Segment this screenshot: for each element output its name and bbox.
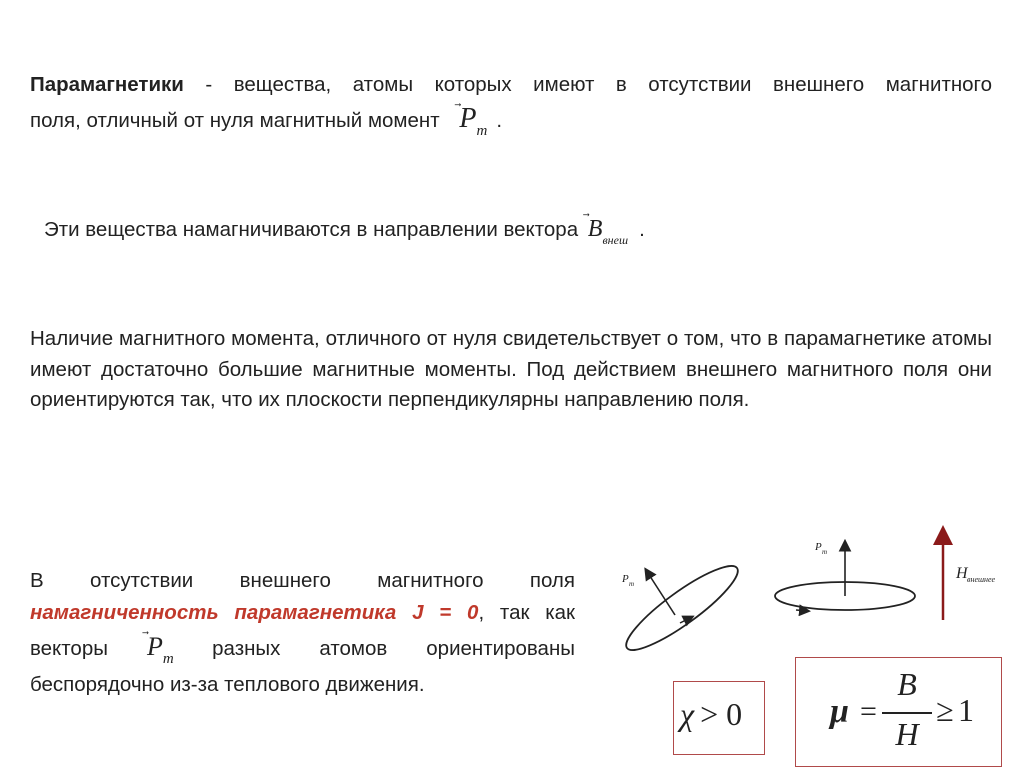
mu-symbol: μ	[830, 693, 849, 730]
text-fragment: , так как	[478, 601, 575, 624]
fraction-numerator: B	[897, 666, 917, 702]
label-pm-left-sub: m	[629, 580, 635, 588]
formula-mu-box	[795, 657, 1002, 767]
paragraph-line	[30, 104, 502, 138]
period: .	[639, 218, 645, 241]
equals-sign: =	[860, 695, 877, 728]
direction-text: Эти вещества намагничиваются в направлении вектора	[44, 218, 579, 241]
label-pm-middle: P	[815, 541, 822, 553]
relation-sign: ≥	[936, 692, 954, 728]
paragraph-paramagnetics-definition	[30, 70, 992, 138]
term-paramagnetics: Парамагнетики	[30, 73, 184, 96]
symbol-pm: $P_m$	[146, 632, 174, 667]
period: .	[496, 109, 503, 132]
paragraph-line	[30, 70, 992, 100]
fraction-denominator: H	[895, 716, 919, 752]
text-fragment: разных атомов ориентированы	[212, 637, 576, 660]
paragraph-magnetic-moment: Наличие магнитного момента, отличного от нуля свидетельствует о том, что в парамагнетике атомы имеют достаточно большие магнитные моменты. Под действием внешнего магнитного поля они ориентируются так, что их плоскости перпендикулярны направлению поля.	[30, 327, 992, 411]
label-h-external: H	[956, 565, 968, 582]
paragraph-line: В отсутствии внешнего магнитного поля	[30, 569, 575, 592]
symbol-pm: $P_m$	[459, 103, 488, 139]
text-fragment: векторы	[30, 637, 108, 660]
label-pm-middle-sub: m	[822, 548, 828, 556]
paragraph-no-field	[30, 565, 575, 701]
paragraph-line	[30, 597, 575, 629]
definition-text: - вещества, атомы которых имеют в отсутствии внешнего магнитного	[183, 73, 992, 96]
chi-symbol: χ	[680, 696, 695, 732]
relation-value: 1	[958, 692, 974, 728]
formula-chi-box	[673, 681, 765, 755]
horizontal-orbit	[775, 542, 915, 611]
tilted-orbit	[618, 555, 747, 655]
symbol-b-ext: $B_{внеш}$	[587, 216, 629, 247]
definition-text-2: поля, отличный от нуля магнитный момент	[30, 109, 440, 132]
label-h-external-sub: внешнее	[967, 575, 996, 584]
highlight-magnetization-zero: намагниченность парамагнетика J = 0	[30, 601, 479, 624]
paragraph-magnetization-direction	[44, 214, 944, 247]
paragraph-line: беспорядочно из-за теплового движения.	[30, 673, 425, 696]
fraction-bar	[882, 712, 932, 714]
atom-orientation-diagram	[600, 520, 1000, 655]
moment-arrow-tilted	[646, 570, 675, 615]
chi-relation: > 0	[700, 696, 743, 732]
label-pm-left: P	[622, 573, 629, 585]
paragraph-line	[30, 629, 575, 669]
